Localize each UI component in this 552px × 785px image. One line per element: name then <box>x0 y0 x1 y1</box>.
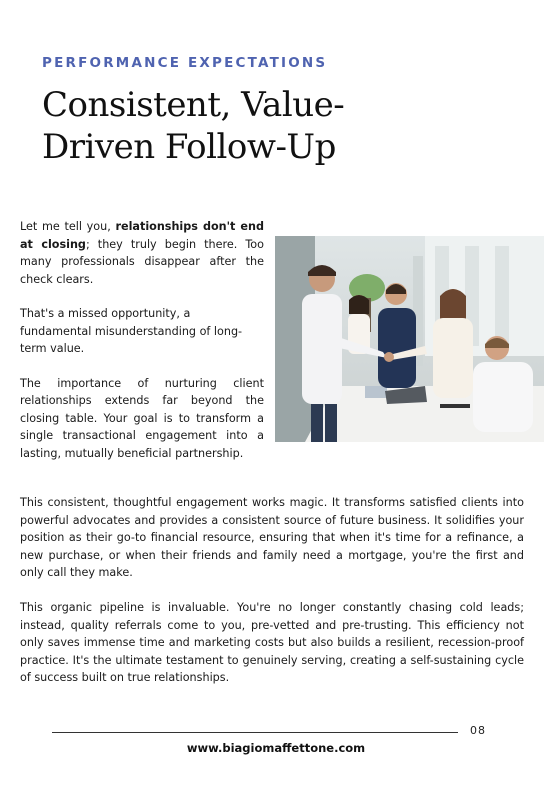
page-number: 08 <box>470 724 486 737</box>
intro-bold-phrase: relationships don't end at closing <box>20 220 264 251</box>
main-body-text <box>20 494 524 704</box>
paragraph-consistent-engagement: This consistent, thoughtful engagement works magic. It transforms satisfied clients into powerful advocates and provides a consistent source of future business. It solidifies your position as their go-to financial resource, ensuring that when it's time for a refinance, a new purchase, or when their friends and family need a mortgage, you're the first and only call they make. <box>20 496 524 579</box>
page-title: Consistent, Value-Driven Follow-Up <box>42 85 345 167</box>
intro-prefix: Let me tell you, <box>20 220 116 233</box>
paragraph-intro <box>20 218 264 288</box>
paragraph-nurturing: The importance of nurturing client relationships extends far beyond the closing table. Your goal is to transform a single transactional engagement into a lasting, mutually beneficial partnership. <box>20 376 264 460</box>
section-kicker: PERFORMANCE EXPECTATIONS <box>42 55 328 71</box>
left-column-text <box>20 218 264 479</box>
paragraph-missed-opportunity: That's a missed opportunity, a fundamental misunderstanding of long-term value. <box>20 307 243 355</box>
paragraph-organic-pipeline: This organic pipeline is invaluable. You're no longer constantly chasing cold leads; instead, quality referrals come to you, pre-vetted and pre-trusting. This efficiency not only saves immense time and marketing costs but also builds a resilient, recession-proof practice. It's the ultimate testament to genuinely serving, creating a self-sustaining cycle of success built on true relationships. <box>20 601 524 684</box>
business-handshake-photo <box>275 236 544 442</box>
intro-suffix: ; they truly begin there. Too many professionals disappear after the check clears. <box>20 237 264 286</box>
footer-divider <box>52 732 458 733</box>
footer-website-link[interactable]: www.biagiomaffettone.com <box>186 741 366 755</box>
